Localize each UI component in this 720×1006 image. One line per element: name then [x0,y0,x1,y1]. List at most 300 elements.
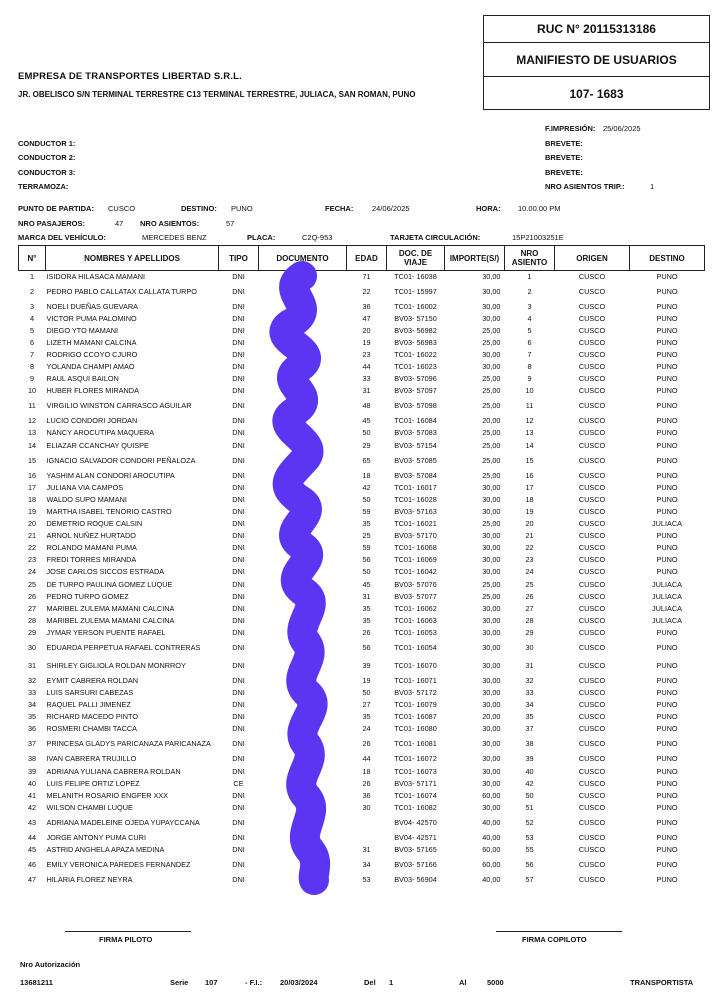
document-type: DNI [232,579,245,589]
origin: CUSCO [578,712,606,722]
document-type: DNI [232,325,245,335]
destination: PUNO [656,416,678,426]
passenger-name: ISIDORA HILASACA MAMANI [46,271,146,281]
table-row [19,856,705,874]
passenger-name: MARTHA ISABEL TENORIO CASTRO [46,506,172,516]
table-row [19,723,705,735]
passenger-name: RODRIGO CCOYO CJURO [46,350,138,360]
document-type: DNI [232,790,245,800]
serie-value: 107 [205,978,218,987]
origin: CUSCO [578,845,606,855]
origin: CUSCO [578,739,606,749]
destination: PUNO [656,301,678,311]
trip-seats-label: NRO ASIENTOS TRIP.: [545,182,625,191]
passenger-name: RICHARD MACEDO PINTO [46,712,138,722]
passenger-age: 36 [362,790,371,800]
document-type: DNI [232,817,245,827]
table-row [19,325,705,337]
fare-amount: 30,00 [482,531,501,541]
destination: PUNO [656,739,678,749]
passenger-age: 26 [362,739,371,749]
row-number: 28 [27,615,37,625]
row-number: 14 [27,440,37,450]
origin: CUSCO [578,724,606,734]
origin: CUSCO [578,642,606,652]
column-header-amount: IMPORTE(S/) [445,246,505,271]
seat-number: 12 [525,416,534,426]
passenger-age: 71 [362,271,371,281]
document-type: DNI [232,832,245,842]
document-type: DNI [232,603,245,613]
passenger-name: LUIS FELIPE ORTIZ LOPEZ [46,778,140,788]
table-row [19,627,705,639]
fare-amount: 20,00 [482,712,501,722]
destination: PUNO [656,875,678,885]
table-row [19,554,705,566]
fare-amount: 30,00 [482,482,501,492]
travel-document: BV03- 57076 [394,579,437,589]
seat-number: 19 [525,506,534,516]
table-row [19,814,705,832]
origin: CUSCO [578,860,606,870]
document-type: DNI [232,470,245,480]
passenger-age: 33 [362,374,371,384]
fare-amount: 25,00 [482,519,501,529]
fare-amount: 25,00 [482,386,501,396]
passenger-name: MARIBEL ZULEMA MAMANI CALCINA [46,615,175,625]
passenger-name: SHIRLEY GIGLIOLA ROLDAN MONRROY [46,660,186,670]
document-type: DNI [232,642,245,652]
seat-number: 3 [527,301,532,311]
passenger-name: JOSE CARLOS SICCOS ESTRADA [46,567,165,577]
destination: PUNO [656,325,678,335]
company-name: EMPRESA DE TRANSPORTES LIBERTAD S.R.L. [18,71,243,82]
row-number: 29 [27,627,37,637]
brevete-3-label: BREVETE: [545,168,583,177]
redaction-stroke [284,276,315,880]
fare-amount: 25,00 [482,428,501,438]
destination: PUNO [656,688,678,698]
travel-document: BV03- 57085 [394,455,437,465]
passenger-name: LUCIO CONDORI JORDAN [46,416,138,426]
table-row [19,361,705,373]
origin: CUSCO [578,416,606,426]
column-header-travel-doc: DOC. DE VIAJE [387,246,445,271]
passenger-name: ADRIANA MADELEINE OJEDA YUPAYCCANA [46,817,200,827]
destination: PUNO [656,440,678,450]
departure-value: CUSCO [108,204,136,213]
table-row [19,699,705,711]
passenger-age: 24 [362,724,371,734]
destination: PUNO [656,362,678,372]
document-type: DNI [232,875,245,885]
copilot-signature-label: FIRMA COPILOTO [522,935,587,944]
table-row [19,397,705,415]
travel-document: TC01- 16073 [394,766,437,776]
table-row [19,452,705,470]
origin: CUSCO [578,543,606,553]
origin: CUSCO [578,615,606,625]
row-number: 33 [27,688,37,698]
passenger-age: 35 [362,615,371,625]
passenger-age: 59 [362,543,371,553]
origin: CUSCO [578,531,606,541]
travel-document: BV03- 57083 [394,428,437,438]
travel-document: BV03- 57165 [394,845,437,855]
row-number: 31 [27,660,37,670]
destination: PUNO [656,506,678,516]
plate-value: C2Q-953 [302,233,333,242]
row-number: 34 [27,700,37,710]
seat-number: 56 [525,860,534,870]
seats-value: 57 [226,219,235,228]
passenger-age: 47 [362,313,371,323]
print-date: 25/06/2025 [603,124,641,133]
row-number: 30 [27,642,37,652]
row-number: 21 [27,531,37,541]
travel-document: TC01- 16087 [394,712,437,722]
seat-number: 30 [525,642,534,652]
origin: CUSCO [578,455,606,465]
passenger-age: 22 [362,286,371,296]
destination: PUNO [656,754,678,764]
table-row [19,675,705,687]
seat-number: 4 [527,313,532,323]
document-type: DNI [232,386,245,396]
fare-amount: 30,00 [482,603,501,613]
transportista-label: TRANSPORTISTA [630,978,694,987]
row-number: 22 [27,543,37,553]
passenger-name: ARNOL NUÑEZ HURTADO [46,531,136,541]
table-row [19,542,705,554]
travel-document: BV03- 57172 [394,688,437,698]
row-number: 18 [27,494,37,504]
origin: CUSCO [578,271,606,281]
origin: CUSCO [578,688,606,698]
travel-document: TC01- 16062 [394,603,437,613]
destination: PUNO [656,531,678,541]
document-title: MANIFIESTO DE USUARIOS [484,44,709,77]
origin: CUSCO [578,506,606,516]
seat-number: 57 [525,875,534,885]
fare-amount: 30,00 [482,724,501,734]
document-type: DNI [232,519,245,529]
origin: CUSCO [578,802,606,812]
departure-label: PUNTO DE PARTIDA: [18,204,94,213]
seat-number: 6 [527,337,532,347]
origin: CUSCO [578,286,606,296]
row-number: 38 [27,754,37,764]
document-type: DNI [232,416,245,426]
table-row [19,687,705,699]
destination: PUNO [656,401,678,411]
origin: CUSCO [578,754,606,764]
row-number: 1 [29,271,35,281]
origin: CUSCO [578,766,606,776]
fare-amount: 30,00 [482,362,501,372]
document-type: DNI [232,675,245,685]
passenger-age: 18 [362,766,371,776]
travel-document: BV03- 57084 [394,470,437,480]
seat-number: 9 [527,374,532,384]
destination: PUNO [656,817,678,827]
al-label: Al [459,978,467,987]
fare-amount: 30,00 [482,754,501,764]
travel-document: BV03- 57097 [394,386,437,396]
fare-amount: 30,00 [482,802,501,812]
table-row [19,790,705,802]
passenger-name: NOELI DUEÑAS GUEVARA [46,301,139,311]
origin: CUSCO [578,440,606,450]
table-row [19,778,705,790]
destination: JULIACA [651,579,682,589]
travel-document: BV03- 57171 [394,778,437,788]
document-type: DNI [232,739,245,749]
seat-number: 24 [525,567,534,577]
table-row [19,415,705,427]
table-row [19,301,705,313]
destination: PUNO [656,860,678,870]
passenger-table [18,245,705,886]
passenger-name: DIEGO YTO MAMANI [46,325,118,335]
trip-seats-value: 1 [650,182,655,191]
seat-number: 34 [525,700,534,710]
passenger-age: 35 [362,603,371,613]
passenger-age: 42 [362,482,371,492]
document-type: DNI [232,567,245,577]
destination-label: DESTINO: [181,204,217,213]
travel-document: TC01- 16038 [394,271,437,281]
seat-number: 2 [527,286,532,296]
passenger-name: EYMIT CABRERA ROLDAN [46,675,139,685]
passenger-age: 48 [362,401,371,411]
document-type: DNI [232,627,245,637]
passenger-name: ASTRID ANGHELA APAZA MEDINA [46,845,165,855]
destination: PUNO [656,543,678,553]
del-value: 1 [389,978,394,987]
seat-number: 8 [527,362,532,372]
fare-amount: 30,00 [482,660,501,670]
origin: CUSCO [578,875,606,885]
destination: PUNO [656,374,678,384]
destination: PUNO [656,386,678,396]
travel-document: TC01- 16084 [394,416,437,426]
document-type: DNI [232,494,245,504]
seat-number: 22 [525,543,534,553]
row-number: 40 [27,778,37,788]
fare-amount: 30,00 [482,688,501,698]
fare-amount: 25,00 [482,579,501,589]
passenger-age: 18 [362,470,371,480]
passenger-name: EMILY VERONICA PAREDES FERNANDEZ [46,860,191,870]
row-number: 27 [27,603,37,613]
passenger-age: 19 [362,675,371,685]
column-header-document: DOCUMENTO [259,246,347,271]
passenger-age: 20 [362,325,371,335]
passenger-age: 29 [362,440,371,450]
document-type: DNI [232,802,245,812]
document-type: DNI [232,724,245,734]
origin: CUSCO [578,470,606,480]
conductor-3-label: CONDUCTOR 3: [18,168,76,177]
document-type: DNI [232,350,245,360]
origin: CUSCO [578,778,606,788]
row-number: 3 [29,301,35,311]
row-number: 23 [27,555,37,565]
document-type: DNI [232,712,245,722]
travel-document: TC01- 16072 [394,754,437,764]
row-number: 16 [27,470,37,480]
travel-document: TC01- 16074 [394,790,437,800]
destination-value: PUNO [231,204,253,213]
column-header-n: N° [19,246,46,271]
origin: CUSCO [578,579,606,589]
passenger-age: 23 [362,350,371,360]
seat-number: 51 [525,802,534,812]
passenger-age: 44 [362,754,371,764]
passenger-age: 31 [362,386,371,396]
origin: CUSCO [578,301,606,311]
row-number: 43 [27,817,37,827]
vehicle-brand-value: MERCEDES BENZ [142,233,207,242]
destination: PUNO [656,494,678,504]
passenger-name: HILARIA FLOREZ NEYRA [46,875,133,885]
destination: PUNO [656,428,678,438]
fare-amount: 60,00 [482,845,501,855]
fare-amount: 40,00 [482,832,501,842]
travel-document: BV03- 57150 [394,313,437,323]
terramoza-label: TERRAMOZA: [18,182,69,191]
conductor-1-label: CONDUCTOR 1: [18,139,76,148]
document-type: DNI [232,700,245,710]
table-row [19,711,705,723]
travel-document: TC01- 16023 [394,362,437,372]
destination: PUNO [656,313,678,323]
seat-number: 55 [525,845,534,855]
passenger-name: JORGE ANTONY PUMA CURI [46,832,146,842]
table-row [19,271,705,283]
table-row [19,373,705,385]
document-type: DNI [232,271,245,281]
authorization-number: 13681211 [20,978,53,987]
document-type: DNI [232,688,245,698]
row-number: 5 [29,325,35,335]
destination: PUNO [656,271,678,281]
date-label: FECHA: [325,204,354,213]
document-type: DNI [232,482,245,492]
fare-amount: 25,00 [482,470,501,480]
travel-document: TC01- 16054 [394,642,437,652]
serie-label: Serie [170,978,189,987]
table-row [19,603,705,615]
travel-document: BV03- 56983 [394,337,437,347]
ruc-box [483,15,710,110]
row-number: 25 [27,579,37,589]
fare-amount: 30,00 [482,271,501,281]
table-row [19,385,705,397]
travel-document: TC01- 16082 [394,802,437,812]
table-row [19,337,705,349]
passenger-age: 27 [362,700,371,710]
travel-document: BV03- 57098 [394,401,437,411]
destination: PUNO [656,455,678,465]
passenger-age: 50 [362,428,371,438]
document-type: DNI [232,615,245,625]
destination: PUNO [656,470,678,480]
document-type: DNI [232,440,245,450]
brevete-1-label: BREVETE: [545,139,583,148]
passenger-age: 65 [362,455,371,465]
table-row [19,440,705,452]
row-number: 10 [27,386,37,396]
passenger-age [347,832,387,844]
fare-amount: 40,00 [482,817,501,827]
travel-document: TC01- 16071 [394,675,437,685]
origin: CUSCO [578,832,606,842]
destination: JULIACA [651,615,682,625]
authorization-label: Nro Autorización [20,960,81,969]
fare-amount: 30,00 [482,506,501,516]
fare-amount: 30,00 [482,700,501,710]
fare-amount: 30,00 [482,543,501,553]
row-number: 32 [27,675,37,685]
seat-number: 7 [527,350,532,360]
destination: PUNO [656,286,678,296]
seat-number: 35 [525,712,534,722]
origin: CUSCO [578,374,606,384]
fare-amount: 20,00 [482,416,501,426]
table-row [19,506,705,518]
table-row [19,470,705,482]
ruc-number: RUC N° 20115313186 [484,16,709,43]
origin: CUSCO [578,790,606,800]
circulation-card-label: TARJETA CIRCULACIÓN: [390,233,481,242]
passenger-name: DEMETRIO ROQUE CALSIN [46,519,143,529]
passenger-name: MARIBEL ZULEMA MAMANI CALCINA [46,603,175,613]
document-type: DNI [232,543,245,553]
document-type: DNI [232,313,245,323]
travel-document: TC01- 16069 [394,555,437,565]
travel-document: TC01- 16022 [394,350,437,360]
passenger-name: JYMAR YERSON PUENTE RAFAEL [46,627,166,637]
fare-amount: 30,00 [482,350,501,360]
row-number: 26 [27,591,37,601]
row-number: 8 [29,362,35,372]
row-number: 2 [29,286,35,296]
destination: PUNO [656,700,678,710]
destination: PUNO [656,766,678,776]
document-type: DNI [232,754,245,764]
fare-amount: 25,00 [482,374,501,384]
seat-number: 29 [525,627,534,637]
passenger-age [347,814,387,832]
del-label: Del [364,978,376,987]
table-row [19,313,705,325]
row-number: 13 [27,428,37,438]
fare-amount: 40,00 [482,875,501,885]
column-header-name: NOMBRES Y APELLIDOS [46,246,219,271]
fare-amount: 30,00 [482,313,501,323]
date-value: 24/06/2025 [372,204,410,213]
passenger-age: 56 [362,555,371,565]
destination: PUNO [656,845,678,855]
seat-number: 25 [525,579,534,589]
row-number: 42 [27,802,37,812]
origin: CUSCO [578,519,606,529]
seat-number: 17 [525,482,534,492]
origin: CUSCO [578,817,606,827]
pilot-signature-line [65,931,191,932]
